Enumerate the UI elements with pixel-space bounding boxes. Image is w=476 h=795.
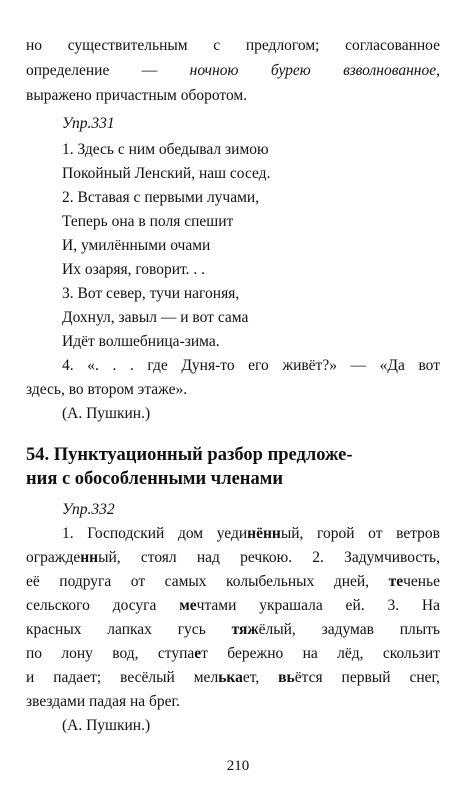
text-fragment: ый, горой от ветров [280, 525, 441, 542]
bold-fragment: вь [278, 669, 295, 686]
exercise-331-line: 4. «. . . где Дуня-то его живёт?» — «Да вот [62, 357, 440, 374]
exercise-331-line: 3. Вот север, тучи нагоняя, [62, 285, 240, 302]
exercise-332-author: (А. Пушкин.) [62, 717, 151, 734]
text-fragment: красных лапках гусь [26, 621, 232, 638]
bold-fragment: е [194, 645, 202, 662]
text-fragment: чтами украшала ей. 3. На [196, 597, 440, 614]
bold-fragment: те [388, 573, 404, 590]
exercise-332-line-8: звездами падая на брег. [26, 693, 181, 710]
exercise-331-line: И, умилёнными очами [62, 237, 211, 254]
intro-line-2-italic: ночною бурею взволнованное, [189, 62, 440, 79]
exercise-332-line-1 [62, 524, 440, 544]
exercise-331-line: Идёт волшебница-зима. [62, 333, 220, 350]
text-fragment: и падает; весёлый мел [26, 669, 219, 686]
exercise-332-label: Упр.332 [62, 501, 115, 518]
text-fragment: ченье [403, 573, 440, 590]
text-fragment: т бережно на лёд, скользит [201, 645, 440, 662]
bold-fragment: ме [179, 597, 197, 614]
text-fragment: по лону вод, ступа [26, 645, 195, 662]
section-heading-line-1: 54. Пунктуационный разбор предложе- [26, 445, 353, 465]
exercise-331-line: здесь, во втором этаже». [26, 381, 188, 398]
text-fragment: ётся первый снег, [294, 669, 440, 686]
text-fragment: ёлый, задумав плыть [258, 621, 441, 638]
exercise-332-line-3 [26, 572, 440, 592]
text-fragment: ый, стоял над речкою. 2. Задумчивость, [98, 549, 440, 566]
exercise-331-line: Их озаряя, говорит. . . [62, 261, 206, 278]
text-fragment: огражде [26, 549, 81, 566]
exercise-331-line: 1. Здесь с ним обедывал зимою [62, 141, 269, 158]
exercise-331-line: 2. Вставая с первыми лучами, [62, 189, 260, 206]
exercise-331-line: Дохнул, завыл — и вот сама [62, 309, 249, 326]
exercise-331-label: Упр.331 [62, 115, 115, 132]
page-number: 210 [226, 758, 250, 774]
intro-line-2-text: определение — [26, 62, 158, 79]
text-fragment: сельского досуга [26, 597, 180, 614]
exercise-331-line: Покойный Ленский, наш сосед. [62, 165, 271, 182]
exercise-332-line-2 [26, 548, 440, 568]
intro-line-1: но существительным с предлогом; согласованное [26, 37, 440, 54]
exercise-332-line-7 [26, 668, 440, 688]
text-fragment: ет, [242, 669, 279, 686]
bold-fragment: ька [218, 669, 243, 686]
exercise-332-line-6 [26, 644, 440, 664]
bold-fragment: нённ [247, 525, 281, 542]
bold-fragment: нн [80, 549, 99, 566]
exercise-332-line-5 [26, 620, 440, 640]
text-fragment: её подруга от самых колыбельных дней, [26, 573, 389, 590]
exercise-332-line-4 [26, 596, 440, 616]
intro-line-2 [26, 61, 440, 81]
section-heading-line-2: ния с обособленными членами [26, 469, 283, 489]
bold-fragment: тяж [231, 621, 259, 638]
exercise-331-line: Теперь она в поля спешит [62, 213, 234, 230]
exercise-331-author: (А. Пушкин.) [62, 405, 151, 422]
text-fragment: 1. Господский дом уеди [62, 525, 248, 542]
intro-line-3: выражено причастным оборотом. [26, 87, 248, 104]
